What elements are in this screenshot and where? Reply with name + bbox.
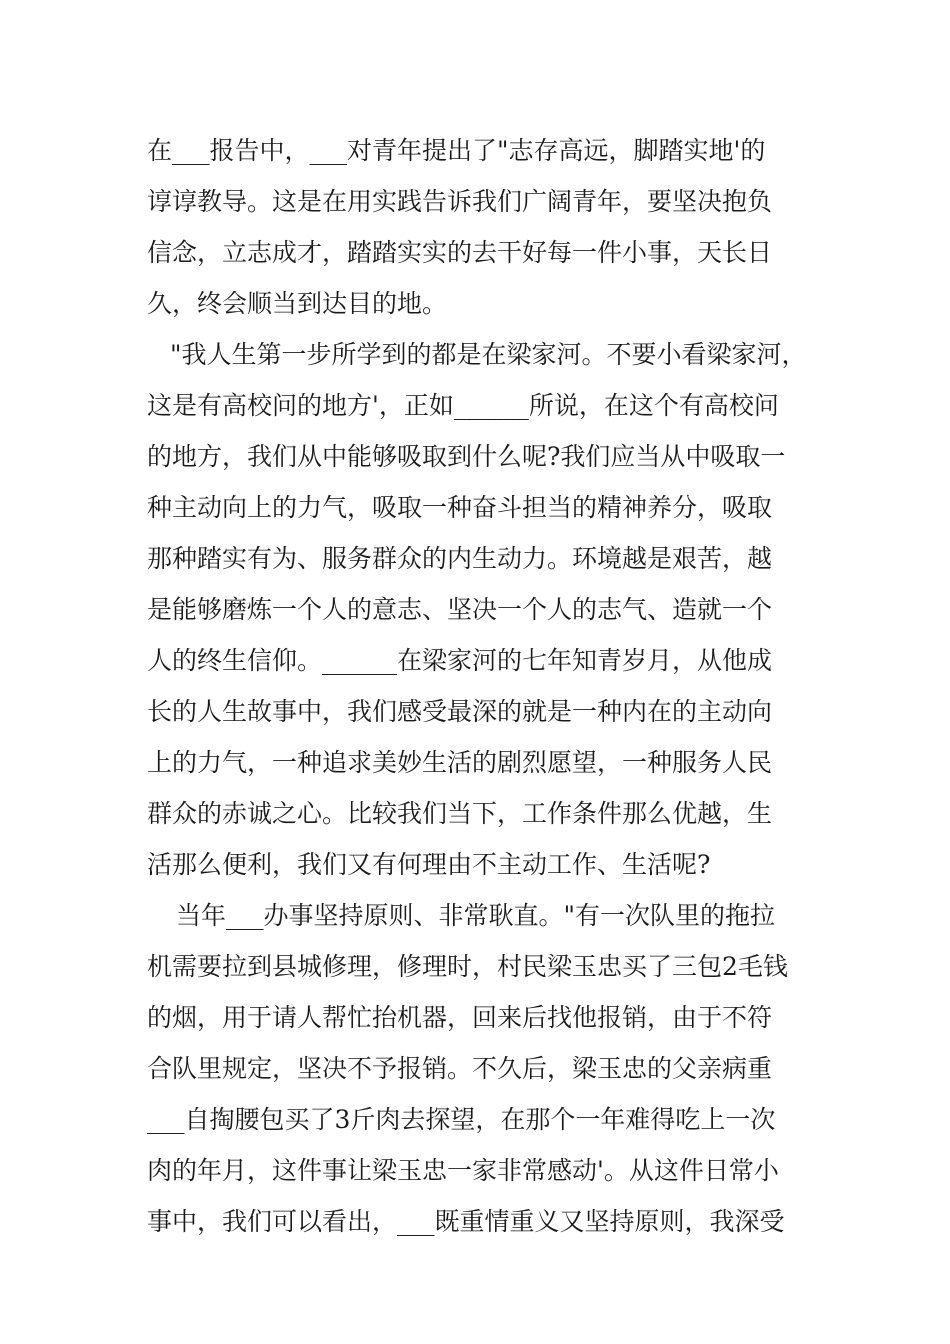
- text-line: 种主动向上的力气，吸取一种奋斗担当的精神养分，吸取: [147, 493, 773, 522]
- text-line: 机需要拉到县城修理，修理时，村民梁玉忠买了三包2毛钱: [147, 952, 788, 981]
- text-line: 上的力气，一种追求美妙生活的剧烈愿望，一种服务人民: [147, 748, 773, 777]
- text-line: 这是有高校问的地方'，正如______所说，在这个有高校问: [147, 391, 779, 420]
- text-line: 长的人生故事中，我们感受最深的就是一种内在的主动向: [147, 697, 773, 726]
- text-line: ___自掏腰包买了3斤肉去探望，在那个一年难得吃上一次: [147, 1105, 776, 1134]
- text-line: "我人生第一步所学到的都是在梁家河。不要小看梁家河，: [170, 340, 807, 369]
- text-line: 的烟，用于请人帮忙抬机器，回来后找他报销，由于不符: [147, 1003, 773, 1032]
- text-line: 是能够磨炼一个人的意志、坚决一个人的志气、造就一个: [147, 595, 773, 624]
- text-line: 当年___办事坚持原则、非常耿直。"有一次队里的拖拉: [176, 901, 776, 930]
- text-line: 事中，我们可以看出，___既重情重义又坚持原则，我深受: [147, 1207, 785, 1236]
- text-line: 人的终生信仰。______在梁家河的七年知青岁月，从他成: [147, 646, 773, 675]
- text-line: 合队里规定，坚决不予报销。不久后，梁玉忠的父亲病重: [147, 1054, 773, 1083]
- text-line: 信念，立志成才，踏踏实实的去干好每一件小事，天长日: [147, 238, 773, 267]
- text-line: 肉的年月，这件事让梁玉忠一家非常感动'。从这件日常小: [147, 1156, 779, 1185]
- text-line: 那种踏实有为、服务群众的内生动力。环境越是艰苦，越: [147, 544, 773, 573]
- text-line: 的地方，我们从中能够吸取到什么呢?我们应当从中吸取一: [147, 442, 786, 471]
- text-line: 活那么便利，我们又有何理由不主动工作、生活呢?: [147, 850, 711, 879]
- text-line: 谆谆教导。这是在用实践告诉我们广阔青年，要坚决抱负: [147, 187, 773, 216]
- text-line: 在___报告中，___对青年提出了"志存高远，脚踏实地'的: [147, 136, 766, 165]
- text-line: 久，终会顺当到达目的地。: [147, 289, 448, 318]
- text-line: 群众的赤诚之心。比较我们当下，工作条件那么优越，生: [147, 799, 773, 828]
